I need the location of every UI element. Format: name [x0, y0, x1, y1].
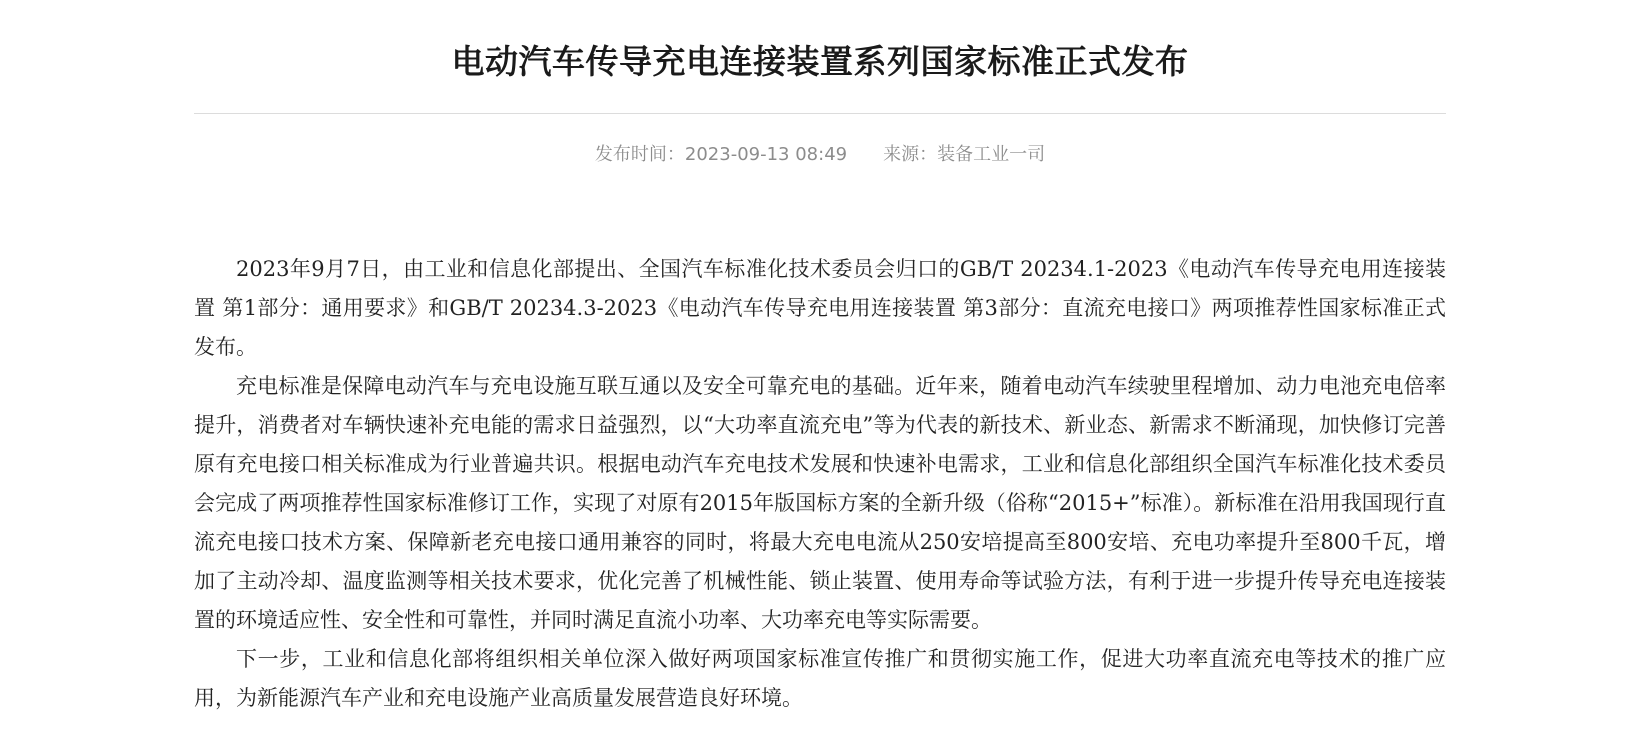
- paragraph-1: 2023年9月7日，由工业和信息化部提出、全国汽车标准化技术委员会归口的GB/T 20234.1-2023《电动汽车传导充电用连接装置 第1部分：通用要求》和GB/T 20234.3-2023《电动汽车传导充电用连接装置 第3部分：直流充电接口》两项推荐性国家标准正式发布。: [194, 257, 1446, 359]
- article-meta: [194, 140, 1446, 170]
- article: [194, 0, 1446, 718]
- article-source: 来源：装备工业一司: [883, 144, 1046, 165]
- title-divider: [194, 113, 1446, 114]
- paragraph-3: 下一步，工业和信息化部将组织相关单位深入做好两项国家标准宣传推广和贯彻实施工作，促进大功率直流充电等技术的推广应用，为新能源汽车产业和充电设施产业高质量发展营造良好环境。: [194, 647, 1446, 710]
- article-body: [194, 250, 1446, 718]
- paragraph-2: 充电标准是保障电动汽车与充电设施互联互通以及安全可靠充电的基础。近年来，随着电动汽车续驶里程增加、动力电池充电倍率提升，消费者对车辆快速补充电能的需求日益强烈，以“大功率直流充电”等为代表的新技术、新业态、新需求不断涌现，加快修订完善原有充电接口相关标准成为行业普遍共识。根据电动汽车充电技术发展和快速补电需求，工业和信息化部组织全国汽车标准化技术委员会完成了两项推荐性国家标准修订工作，实现了对原有2015年版国标方案的全新升级（俗称“2015+”标准）。新标准在沿用我国现行直流充电接口技术方案、保障新老充电接口通用兼容的同时，将最大充电电流从250安培提高至800安培、充电功率提升至800千瓦，增加了主动冷却、温度监测等相关技术要求，优化完善了机械性能、锁止装置、使用寿命等试验方法，有利于进一步提升传导充电连接装置的环境适应性、安全性和可靠性，并同时满足直流小功率、大功率充电等实际需要。: [194, 374, 1446, 632]
- publish-time: 发布时间：2023-09-13 08:49: [594, 144, 848, 165]
- article-title: 电动汽车传导充电连接装置系列国家标准正式发布: [451, 42, 1189, 81]
